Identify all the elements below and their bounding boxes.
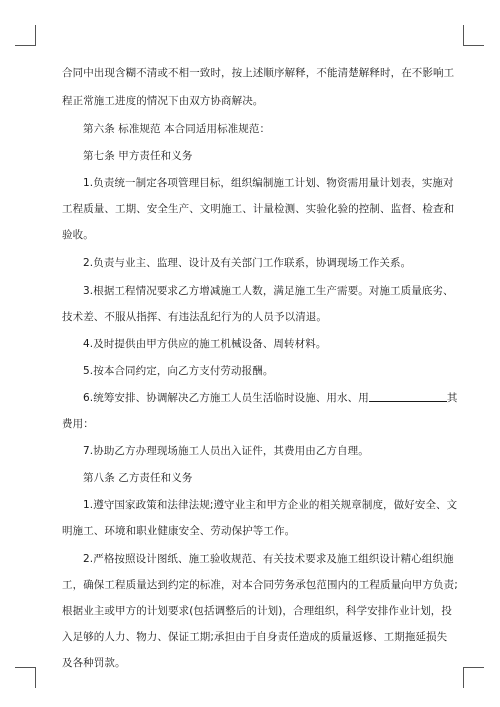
paragraph-line: 2.严格按照设计图纸、施工验收规范、有关技术要求及施工组织设计精心组织施 (83, 553, 454, 565)
crop-mark-top-right (463, 25, 484, 46)
paragraph-line: 根据业主或甲方的计划要求(包括调整后的计划)，合理组织，科学安排作业计划，投 (62, 605, 452, 617)
line-text: 其 (446, 392, 458, 404)
section-heading: 第六条 标准规范 本合同适用标准规范： (83, 123, 271, 135)
paragraph-line: 入足够的人力、物力、保证工期;承担由于自身责任造成的质量返修、工期拖延损失 (62, 631, 448, 643)
line-text: 6.统筹安排、协调解决乙方施工人员生活临时设施、用水、用 (83, 392, 369, 404)
paragraph-line: 工，确保工程质量达到约定的标准，对本合同劳务承包范围内的工程质量向甲方负责; (62, 579, 458, 591)
paragraph-line: 程正常施工进度的情况下由双方协商解决。 (62, 95, 264, 107)
crop-mark-top-left (15, 25, 36, 46)
crop-mark-bottom-right (463, 667, 484, 688)
crop-mark-bottom-left (15, 667, 36, 688)
paragraph-line-with-blank (83, 391, 457, 405)
paragraph-line: 合同中出现含糊不清或不相一致时，按上述顺序解释，不能清楚解释时，在不影响工 (62, 67, 455, 79)
paragraph-line: 技术差、不服从指挥、有违法乱纪行为的人员予以清退。 (62, 311, 327, 323)
paragraph-line: 4.及时提供由甲方供应的施工机械设备、周转材料。 (83, 338, 327, 350)
paragraph-line: 及各种罚款。 (62, 657, 126, 669)
paragraph-line: 费用： (62, 418, 94, 430)
paragraph-line: 1.遵守国家政策和法律法规;遵守业主和甲方企业的相关规章制度，做好安全、文 (83, 499, 458, 511)
paragraph-line: 明施工、环境和职业健康安全、劳动保护等工作。 (62, 525, 296, 537)
fill-in-blank (369, 391, 447, 402)
paragraph-line: 工程质量、工期、安全生产、文明施工、计量检测、实验化验的控制、监督、检查和 (62, 203, 455, 215)
paragraph-line: 1.负责统一制定各项管理目标，组织编制施工计划、物资需用量计划表，实施对 (83, 177, 454, 189)
section-heading: 第七条 甲方责任和义务 (83, 150, 193, 162)
paragraph-line: 7.协助乙方办理现场施工人员出入证件，其费用由乙方自理。 (83, 445, 369, 457)
paragraph-line: 5.按本合同约定，向乙方支付劳动报酬。 (83, 365, 274, 377)
section-heading: 第八条 乙方责任和义务 (83, 472, 193, 484)
paragraph-line: 2.负责与业主、监理、设计及有关部门工作联系，协调现场工作关系。 (83, 257, 412, 269)
paragraph-line: 验收。 (62, 229, 94, 241)
paragraph-line: 3.根据工程情况要求乙方增减施工人数，满足施工生产需要。对施工质量底劣、 (83, 285, 454, 297)
